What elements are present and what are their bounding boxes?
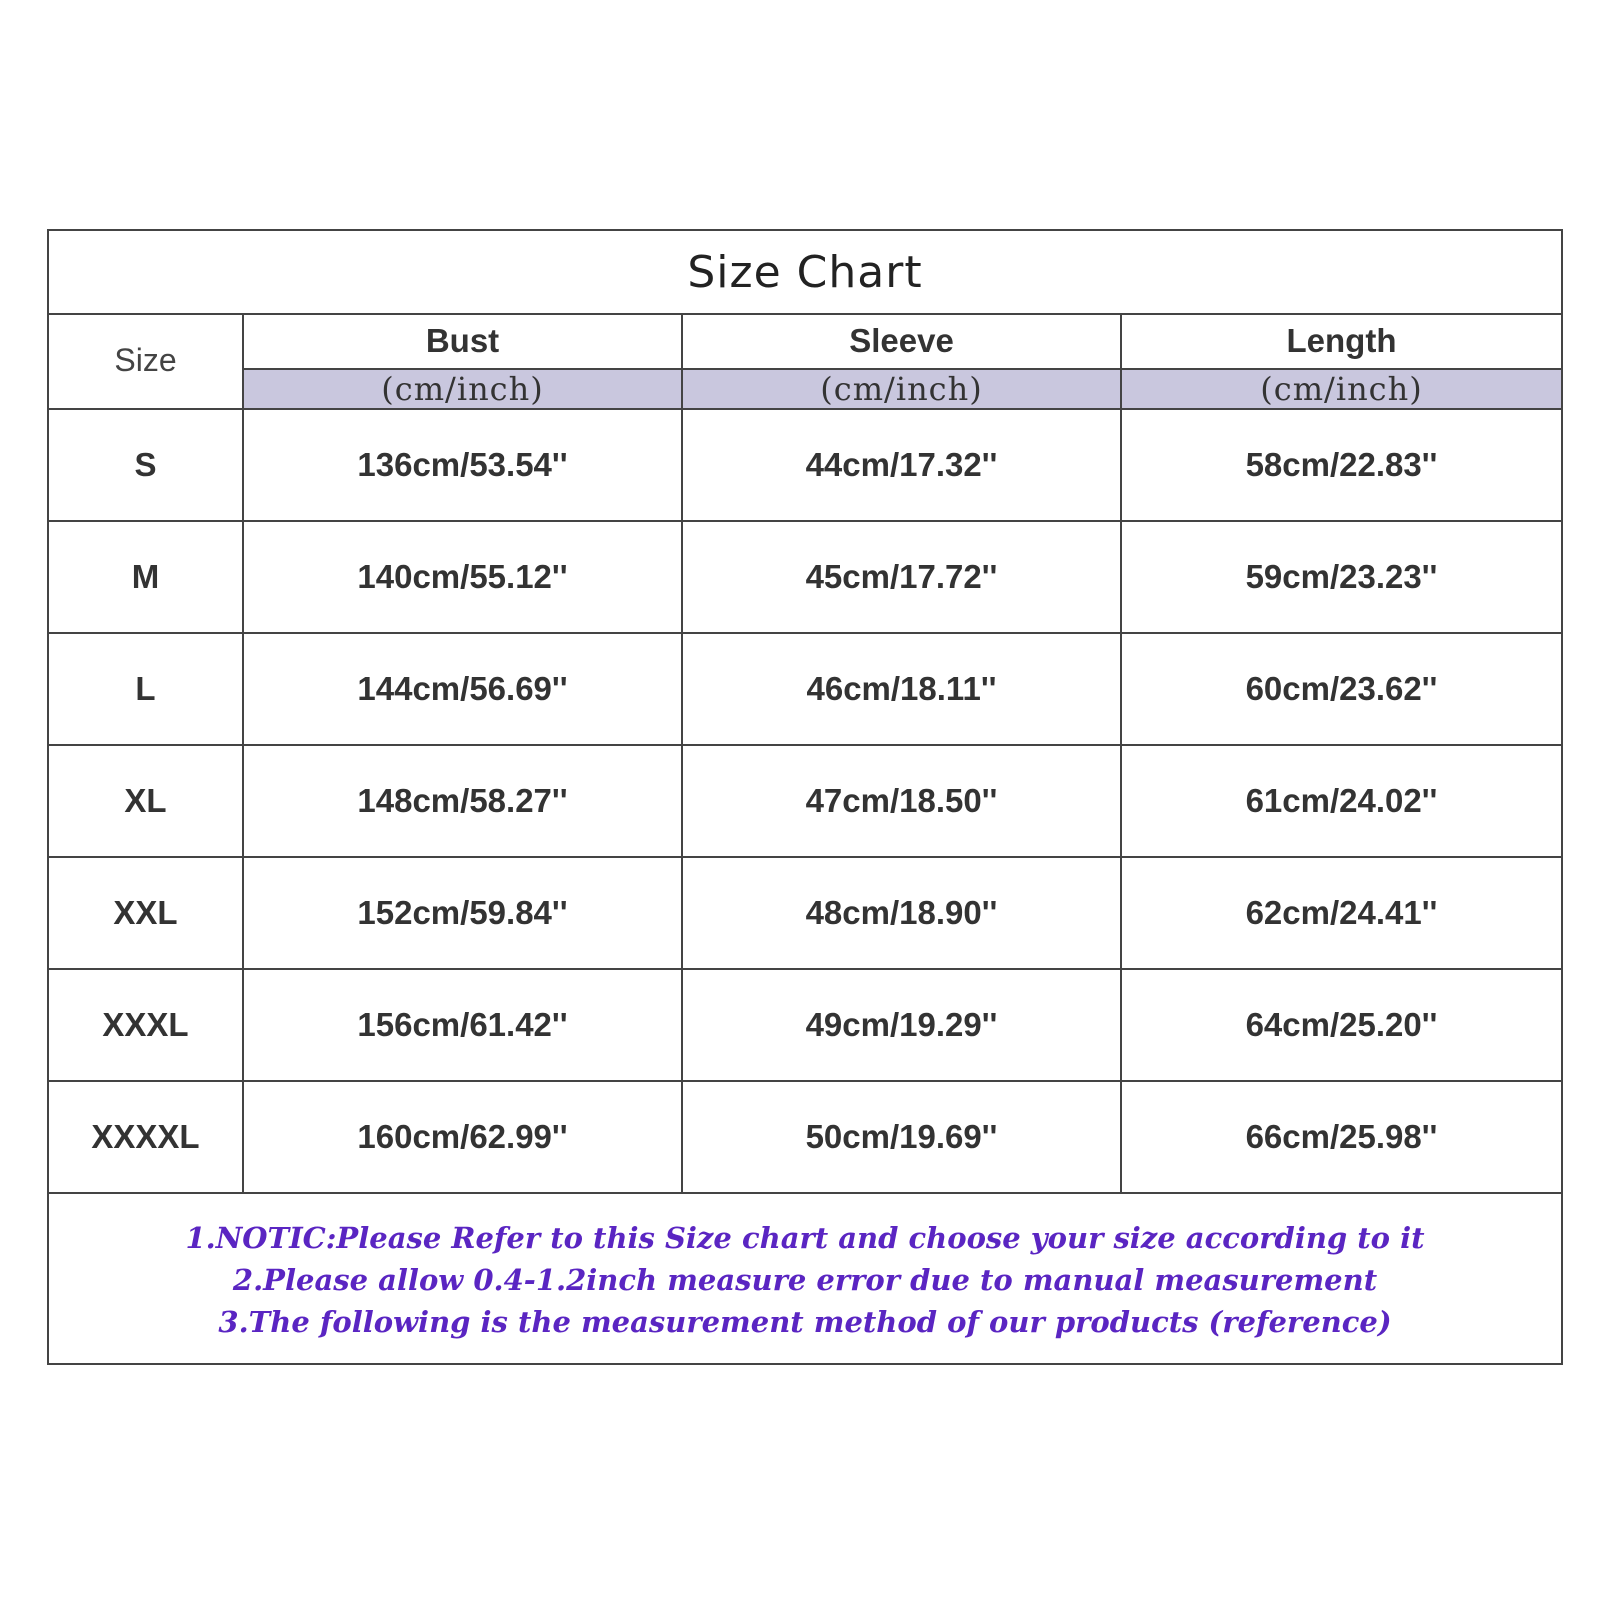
size-cell: M [49, 522, 244, 634]
bust-cell: 144cm/56.69'' [244, 634, 683, 746]
note-line: 2.Please allow 0.4-1.2inch measure error due to manual measurement [232, 1263, 1378, 1297]
length-column-header [1122, 313, 1561, 410]
bust-cell: 148cm/58.27'' [244, 746, 683, 858]
bust-cell: 156cm/61.42'' [244, 970, 683, 1082]
sleeve-header-unit: (cm/inch) [683, 368, 1120, 408]
note-line: 3.The following is the measurement method of our products (reference) [218, 1305, 1392, 1339]
length-cell: 64cm/25.20'' [1122, 970, 1561, 1082]
sleeve-cell: 47cm/18.50'' [683, 746, 1122, 858]
bust-cell: 140cm/55.12'' [244, 522, 683, 634]
size-cell: XXXXL [49, 1082, 244, 1194]
sleeve-cell: 49cm/19.29'' [683, 970, 1122, 1082]
size-cell: XXXL [49, 970, 244, 1082]
bust-column-header [244, 313, 683, 410]
bust-cell: 136cm/53.54'' [244, 410, 683, 522]
sleeve-cell: 45cm/17.72'' [683, 522, 1122, 634]
size-cell: XXL [49, 858, 244, 970]
sleeve-column-header [683, 313, 1122, 410]
chart-title: Size Chart [687, 246, 923, 298]
bust-header-unit: (cm/inch) [244, 368, 681, 408]
sleeve-cell: 48cm/18.90'' [683, 858, 1122, 970]
sleeve-cell: 50cm/19.69'' [683, 1082, 1122, 1194]
notes-section [49, 1197, 1561, 1363]
bust-header-label: Bust [425, 321, 500, 359]
size-cell: S [49, 410, 244, 522]
length-header-unit: (cm/inch) [1122, 368, 1561, 408]
bust-cell: 160cm/62.99'' [244, 1082, 683, 1194]
length-cell: 61cm/24.02'' [1122, 746, 1561, 858]
bust-cell: 152cm/59.84'' [244, 858, 683, 970]
note-line: 1.NOTIC:Please Refer to this Size chart and choose your size according to it [185, 1221, 1425, 1255]
sleeve-cell: 46cm/18.11'' [683, 634, 1122, 746]
length-cell: 62cm/24.41'' [1122, 858, 1561, 970]
sleeve-cell: 44cm/17.32'' [683, 410, 1122, 522]
size-cell: XL [49, 746, 244, 858]
size-grid [49, 313, 1561, 1197]
length-cell: 66cm/25.98'' [1122, 1082, 1561, 1194]
length-cell: 60cm/23.62'' [1122, 634, 1561, 746]
length-header-label: Length [1286, 321, 1397, 359]
title-row [49, 231, 1561, 315]
size-cell: L [49, 634, 244, 746]
length-cell: 59cm/23.23'' [1122, 522, 1561, 634]
size-chart-table [47, 229, 1563, 1365]
size-column-header: Size [49, 313, 244, 410]
sleeve-header-label: Sleeve [849, 321, 954, 359]
length-cell: 58cm/22.83'' [1122, 410, 1561, 522]
